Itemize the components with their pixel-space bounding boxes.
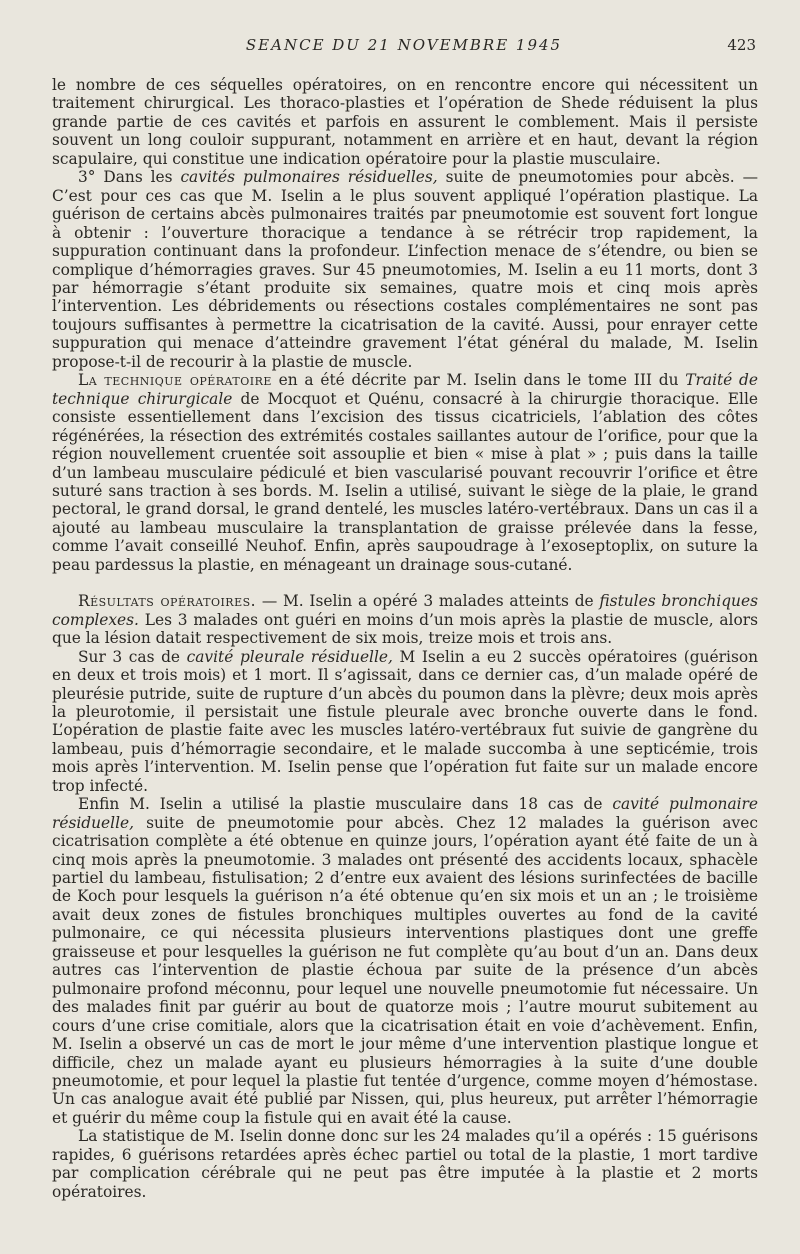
section-heading-resultats: Résultats opératoires. (78, 592, 257, 611)
section-heading-technique: La technique opératoire (78, 371, 272, 390)
paragraph-sequelles: le nombre de ces séquelles opératoires, on en rencontre encore qui nécessitent un traitement chirurgical. Les thoraco-plasties et l’opération de Shede réduisent la plus grande partie de ces cavités et parfois en assurent le comblement. Mais il persiste souvent un long couloir suppurant, notamment en arrière et en haut, devant la région scapulaire, qui constitue une indication opératoire pour la plastie musculaire. (52, 76, 758, 168)
paragraph-cavite-pulmonaire-residuelle: Enfin M. Iselin a utilisé la plastie musculaire dans 18 cas de cavité pulmonaire résiduelle, suite de pneumotomie pour abcès. Chez 12 malades la guérison avec cicatrisation complète a été obtenue en quinze jours, l’opération ayant été faite de un à cinq mois après la pneumotomie. 3 malades ont présenté des accidents locaux, sphacèle partiel du lambeau, fistulisation; 2 d’entre eux avaient des lésions surinfectées de bacille de Koch pour lesquels la guérison n’a été obtenue qu’en six mois et un an ; le troisième avait deux zones de fistules bronchiques multiples ouvertes au fond de la cavité pulmonaire, ce qui nécessita plusieurs interventions plastiques dont une greffe graisseuse et pour lesquelles la guérison ne fut complète qu’au bout d’un an. Dans deux autres cas l’intervention de plastie échoua par suite de la présence d’un abcès pulmonaire profond méconnu, pour lequel une nouvelle pneumotomie fut nécessaire. Un des malades finit par guérir au bout de quatorze mois ; l’autre mourut subitement au cours d’une crise comitiale, alors que la cicatrisation était en voie d’achèvement. Enfin, M. Iselin a observé un cas de mort le jour même d’une intervention plastique longue et difficile, chez un malade ayant eu plusieurs hémorragies à la suite d’une double pneumotomie, et pour lequel la plastie fut tentée d’urgence, comme moyen d’hémostase. Un cas analogue avait été publié par Nissen, qui, plus heureux, put arrêter l’hémorragie et guérir du même coup la fistule qui en avait été la cause. (52, 795, 759, 1127)
paragraph-cavite-pleurale: Sur 3 cas de cavité pleurale résiduelle, M Iselin a eu 2 succès opératoires (guérison en deux et trois mois) et 1 mort. Il s’agissait, dans ce dernier cas, d’un malade opéré de pleurésie putride, suite de rupture d’un abcès du poumon dans la plèvre; deux mois après la pleurotomie, il persistait une fistule pleurale avec bronche ouverte dans le fond. L’opération de plastie faite avec les muscles latéro-vertébraux fut suivie de gangrène du lambeau, puis d’hémorragie secondaire, et le malade succomba à une septicémie, trois mois après l’intervention. M. Iselin pense que l’opération fut faite sur un malade encore trop infecté. (52, 647, 759, 795)
page-header (52, 36, 756, 62)
paragraph-cavites-pulmonaires: 3° Dans les cavités pulmonaires résiduelles, suite de pneumotomies pour abcès. — C’est pour ces cas que M. Iselin a le plus souvent appliqué l’opération plastique. La guérison de certains abcès pulmonaires traités par pneumotomie est souvent fort longue à obtenir : l’ouverture thoracique a tendance à se rétrécir trop rapidement, la suppuration continuant dans la profondeur. L’infection menace de s’étendre, ou bien se complique d’hémorragies graves. Sur 45 pneumotomies, M. Iselin a eu 11 morts, dont 3 par hémorragie s’étant produite six semaines, quatre mois et cinq mois après l’intervention. Les débridements ou résections costales complémentaires ne sont pas toujours suffisantes à permettre la cicatrisation de la cavité. Aussi, pour enrayer cette suppuration qui menace d’atteindre gravement l’état général du malade, M. Iselin propose-t-il de recourir à la plastie de muscle. (52, 168, 758, 371)
running-title: SEANCE DU 21 NOVEMBRE 1945 (245, 36, 563, 54)
paragraph-resultats: Résultats opératoires. — M. Iselin a opéré 3 malades atteints de fistules bronchiques complexes. Les 3 malades ont guéri en moins d’un mois après la plastie de muscle, alors que la lésion datait respectivement de six mois, treize mois et trois ans. (52, 592, 758, 648)
body-text (52, 76, 758, 1201)
paragraph-statistique: La statistique de M. Iselin donne donc sur les 24 malades qu’il a opérés : 15 guérisons rapides, 6 guérisons retardées après échec partiel ou total de la plastie, 1 mort tardive par complication cérébrale qui ne peut pas être imputée à la plastie et 2 morts opératoires. (52, 1127, 758, 1201)
page-number: 423 (727, 36, 756, 54)
paragraph-technique: La technique opératoire en a été décrite par M. Iselin dans le tome III du Traité de technique chirurgicale de Mocquot et Quénu, consacré à la chirurgie thoracique. Elle consiste essentiellement dans l’excision des tissus cicatriciels, l’ablation des côtes régénérées, la résection des extrémités costales saillantes autour de l’orifice, pour que la région nouvellement cruentée soit assouplie et bien « mise à plat » ; puis dans la taille d’un lambeau musculaire pédiculé et bien vascularisé pouvant recouvrir l’orifice et être suturé sans traction à ses bords. M. Iselin a utilisé, suivant le siège de la plaie, le grand pectoral, le grand dorsal, le grand dentelé, les muscles latéro-vertébraux. Dans un cas il a ajouté au lambeau musculaire la transplantation de graisse prélevée dans la fesse, comme l’avait conseillé Neuhof. Enfin, après saupoudrage à l’exoseptoplix, on suture la peau pardessus la plastie, en ménageant un drainage sous-cutané. (52, 371, 758, 574)
